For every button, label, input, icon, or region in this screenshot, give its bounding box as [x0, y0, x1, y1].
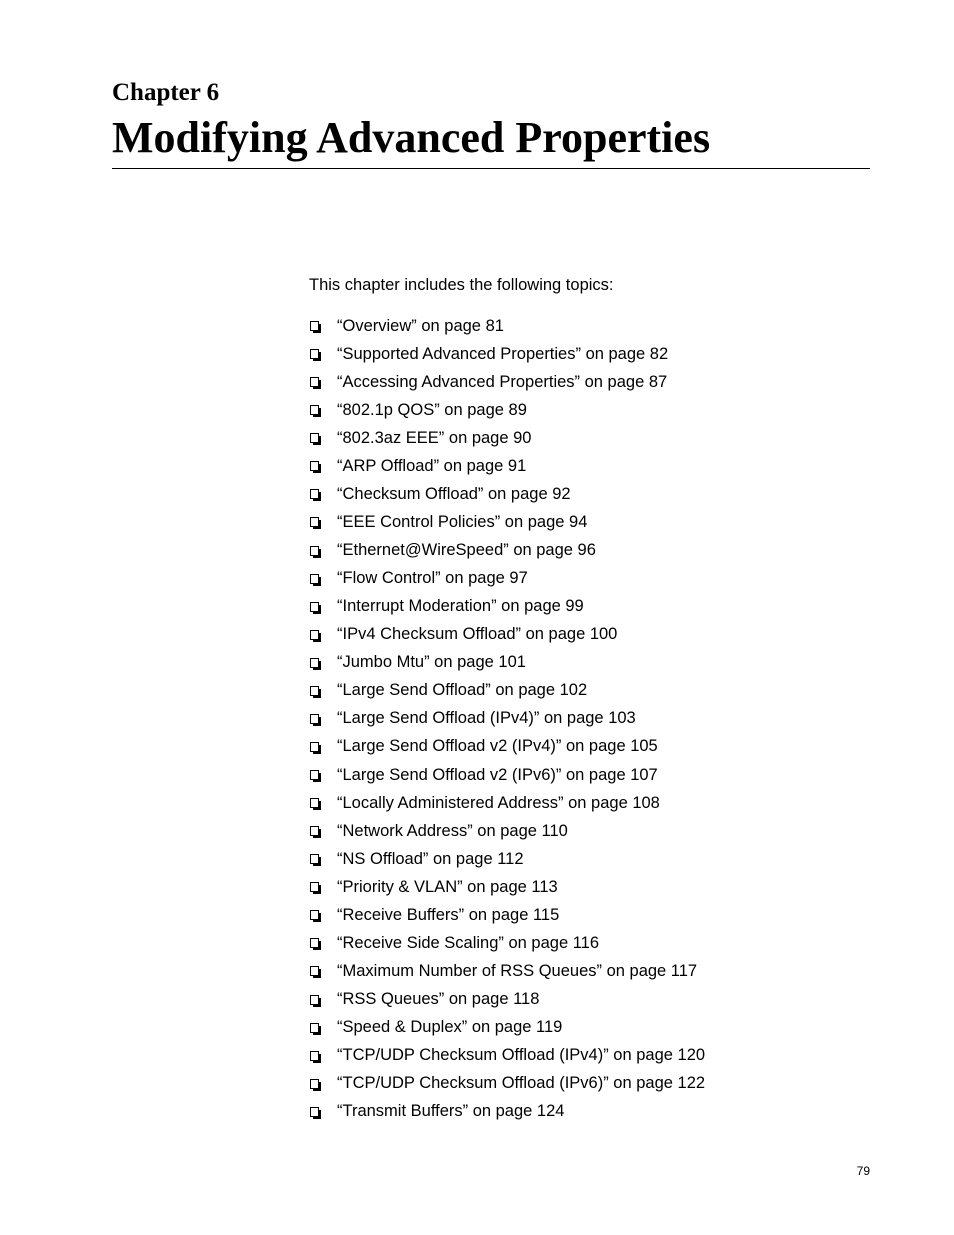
- shadowed-square-bullet-icon: [310, 1079, 319, 1089]
- shadowed-square-bullet-icon: [310, 630, 319, 640]
- topic-link[interactable]: “EEE Control Policies” on page 94: [337, 512, 588, 531]
- list-item: [309, 817, 705, 845]
- list-item: [309, 508, 705, 536]
- list-item: [309, 733, 705, 761]
- chapter-title: Modifying Advanced Properties: [112, 113, 711, 162]
- topic-link[interactable]: “Checksum Offload” on page 92: [337, 484, 571, 503]
- title-divider: [112, 168, 870, 169]
- list-item: [309, 593, 705, 621]
- shadowed-square-bullet-icon: [310, 574, 319, 584]
- list-item: [309, 873, 705, 901]
- list-item: [309, 565, 705, 593]
- list-item: [309, 705, 705, 733]
- topic-link[interactable]: “Supported Advanced Properties” on page 82: [337, 344, 669, 363]
- intro-text: This chapter includes the following topics:: [309, 276, 614, 294]
- shadowed-square-bullet-icon: [310, 854, 319, 864]
- topic-link[interactable]: “NS Offload” on page 112: [337, 849, 524, 868]
- shadowed-square-bullet-icon: [310, 910, 319, 920]
- shadowed-square-bullet-icon: [310, 1023, 319, 1033]
- shadowed-square-bullet-icon: [310, 882, 319, 892]
- list-item: [309, 986, 705, 1014]
- list-item: [309, 957, 705, 985]
- topic-link[interactable]: “ARP Offload” on page 91: [337, 456, 527, 475]
- shadowed-square-bullet-icon: [310, 546, 319, 556]
- shadowed-square-bullet-icon: [310, 826, 319, 836]
- topic-link[interactable]: “Jumbo Mtu” on page 101: [337, 653, 526, 672]
- topic-link[interactable]: “Transmit Buffers” on page 124: [337, 1102, 565, 1121]
- topic-link[interactable]: “Flow Control” on page 97: [337, 569, 528, 588]
- topic-link[interactable]: “Overview” on page 81: [337, 316, 504, 335]
- topic-link[interactable]: “Large Send Offload (IPv4)” on page 103: [337, 709, 636, 728]
- list-item: [309, 789, 705, 817]
- shadowed-square-bullet-icon: [310, 602, 319, 612]
- list-item: [309, 929, 705, 957]
- topic-link[interactable]: “Network Address” on page 110: [337, 821, 568, 840]
- shadowed-square-bullet-icon: [310, 995, 319, 1005]
- list-item: [309, 537, 705, 565]
- shadowed-square-bullet-icon: [310, 966, 319, 976]
- topic-link[interactable]: “TCP/UDP Checksum Offload (IPv4)” on page 120: [337, 1046, 706, 1065]
- topic-link[interactable]: “Receive Side Scaling” on page 116: [337, 933, 600, 952]
- shadowed-square-bullet-icon: [310, 461, 319, 471]
- shadowed-square-bullet-icon: [310, 517, 319, 527]
- shadowed-square-bullet-icon: [310, 742, 319, 752]
- topic-link[interactable]: “Interrupt Moderation” on page 99: [337, 597, 584, 616]
- topic-link[interactable]: “Accessing Advanced Properties” on page 87: [337, 372, 668, 391]
- topic-link[interactable]: “Large Send Offload v2 (IPv6)” on page 107: [337, 765, 658, 784]
- list-item: [309, 845, 705, 873]
- topic-link[interactable]: “Maximum Number of RSS Queues” on page 117: [337, 961, 698, 980]
- list-item: [309, 424, 705, 452]
- shadowed-square-bullet-icon: [310, 1107, 319, 1117]
- list-item: [309, 1070, 705, 1098]
- shadowed-square-bullet-icon: [310, 658, 319, 668]
- list-item: [309, 621, 705, 649]
- shadowed-square-bullet-icon: [310, 349, 319, 359]
- topic-link[interactable]: “Ethernet@WireSpeed” on page 96: [337, 541, 596, 560]
- topic-list: [309, 312, 705, 1126]
- list-item: [309, 396, 705, 424]
- topic-link[interactable]: “Large Send Offload v2 (IPv4)” on page 105: [337, 737, 658, 756]
- shadowed-square-bullet-icon: [310, 1051, 319, 1061]
- shadowed-square-bullet-icon: [310, 686, 319, 696]
- shadowed-square-bullet-icon: [310, 321, 319, 331]
- shadowed-square-bullet-icon: [310, 714, 319, 724]
- topic-link[interactable]: “Speed & Duplex” on page 119: [337, 1018, 563, 1037]
- shadowed-square-bullet-icon: [310, 405, 319, 415]
- list-item: [309, 649, 705, 677]
- list-item: [309, 1098, 705, 1126]
- topic-link[interactable]: “802.1p QOS” on page 89: [337, 400, 527, 419]
- list-item: [309, 368, 705, 396]
- list-item: [309, 452, 705, 480]
- topic-link[interactable]: “Locally Administered Address” on page 108: [337, 793, 660, 812]
- shadowed-square-bullet-icon: [310, 798, 319, 808]
- list-item: [309, 1014, 705, 1042]
- shadowed-square-bullet-icon: [310, 938, 319, 948]
- shadowed-square-bullet-icon: [310, 433, 319, 443]
- page-number: 79: [856, 1164, 870, 1178]
- topic-link[interactable]: “RSS Queues” on page 118: [337, 990, 540, 1009]
- list-item: [309, 340, 705, 368]
- shadowed-square-bullet-icon: [310, 377, 319, 387]
- chapter-label: Chapter 6: [112, 79, 220, 106]
- topic-link[interactable]: “802.3az EEE” on page 90: [337, 428, 532, 447]
- list-item: [309, 901, 705, 929]
- topic-link[interactable]: “TCP/UDP Checksum Offload (IPv6)” on page 122: [337, 1074, 706, 1093]
- list-item: [309, 1042, 705, 1070]
- shadowed-square-bullet-icon: [310, 770, 319, 780]
- topic-link[interactable]: “Priority & VLAN” on page 113: [337, 877, 558, 896]
- list-item: [309, 677, 705, 705]
- list-item: [309, 761, 705, 789]
- topic-link[interactable]: “Receive Buffers” on page 115: [337, 905, 560, 924]
- list-item: [309, 480, 705, 508]
- list-item: [309, 312, 705, 340]
- topic-link[interactable]: “IPv4 Checksum Offload” on page 100: [337, 625, 618, 644]
- shadowed-square-bullet-icon: [310, 489, 319, 499]
- topic-link[interactable]: “Large Send Offload” on page 102: [337, 681, 588, 700]
